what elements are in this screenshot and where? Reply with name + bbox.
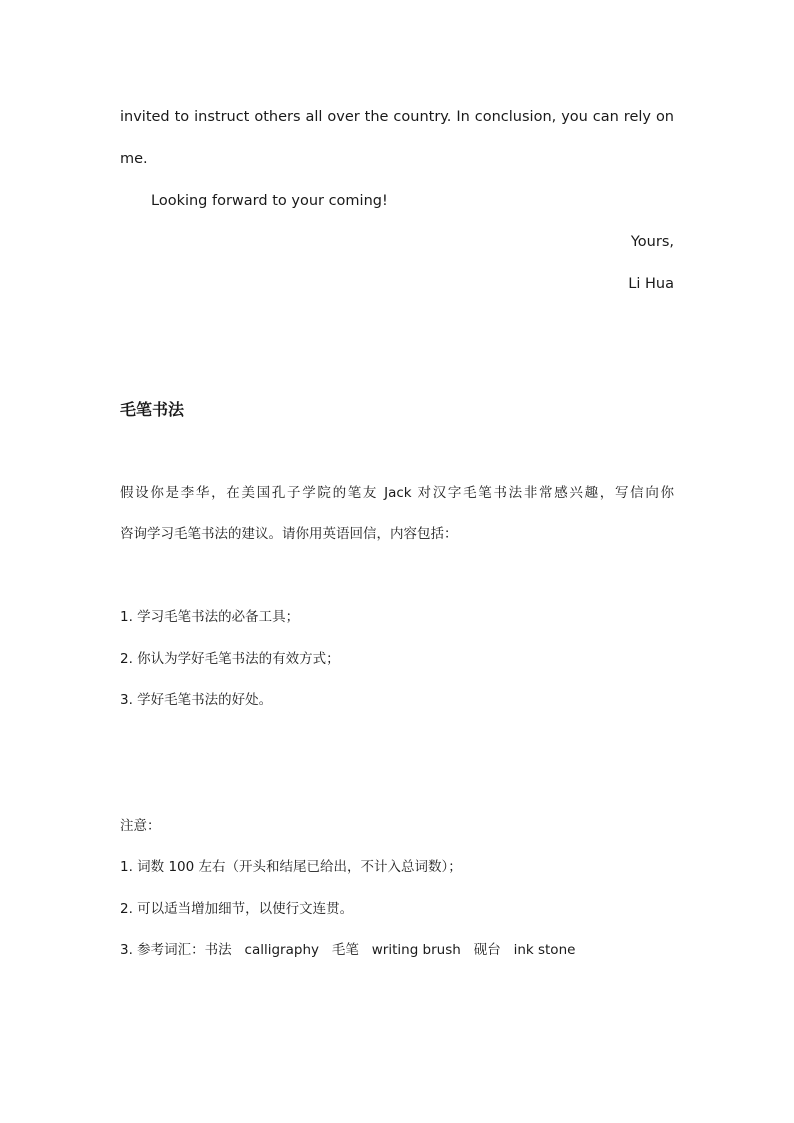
letter-signoff: Yours,	[630, 234, 674, 250]
note-item: 2. 可以适当增加细节，以使行文连贯。	[120, 901, 354, 917]
note-item: 1. 词数 100 左右（开头和结尾已给出，不计入总词数）；	[120, 859, 462, 875]
letter-paragraph-line: me.	[120, 151, 148, 167]
content-point: 3. 学好毛笔书法的好处。	[120, 692, 273, 708]
notes-title: 注意：	[120, 818, 161, 834]
note-item: 3. 参考词汇：书法 calligraphy 毛笔 writing brush 砚台 ink stone	[120, 942, 576, 958]
prompt-line: 咨询学习毛笔书法的建议。请你用英语回信，内容包括：	[120, 526, 458, 542]
content-point: 1. 学习毛笔书法的必备工具；	[120, 609, 300, 625]
letter-closing: Looking forward to your coming!	[151, 193, 388, 209]
letter-signature: Li Hua	[628, 276, 674, 292]
section-title: 毛笔书法	[120, 400, 185, 419]
content-point: 2. 你认为学好毛笔书法的有效方式；	[120, 651, 340, 667]
letter-paragraph-line: invited to instruct others all over the country. In conclusion, you can rely on	[120, 109, 674, 125]
prompt-line: 假设你是李华，在美国孔子学院的笔友 Jack 对汉字毛笔书法非常感兴趣，写信向你	[120, 485, 674, 501]
